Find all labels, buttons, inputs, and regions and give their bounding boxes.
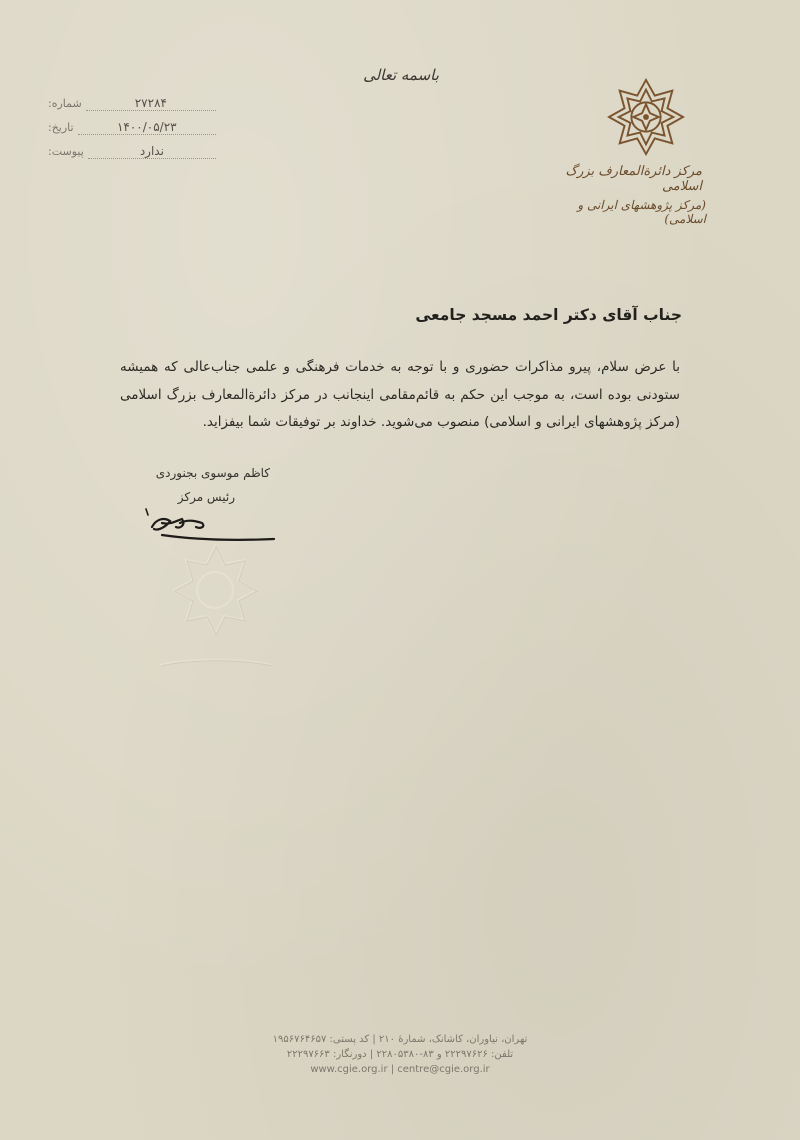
letter-footer <box>240 1032 560 1077</box>
meta-attachment-value: ندارد <box>88 144 216 159</box>
meta-number <box>48 96 218 120</box>
meta-number-value: ۲۷۲۸۴ <box>86 96 216 111</box>
meta-date <box>48 120 218 144</box>
meta-date-value: ۱۴۰۰/۰۵/۲۳ <box>78 120 216 135</box>
star-rosette-logo-icon <box>607 78 685 156</box>
footer-address: تهران، نیاوران، کاشانک، شمارهٔ ۲۱۰ | کد پستی: ۱۹۵۶۷۶۴۶۵۷ <box>272 1034 528 1045</box>
meta-attachment <box>48 144 218 168</box>
signatory-name: کاظم موسوی بجنوردی <box>155 466 270 480</box>
footer-phones: تلفن: ۲۲۲۹۷۶۲۶ و ۸۳-۲۲۸۰۵۳۸۰ | دورنگار: ۲۲۲۹۷۶۶۳ <box>286 1049 514 1060</box>
signatory-title: رئیس مرکز <box>177 490 235 504</box>
invocation: باسمه تعالی <box>363 66 439 84</box>
letter-meta <box>48 96 218 168</box>
meta-number-label: شماره: <box>48 97 82 110</box>
organization-name: مرکز دائرةالمعارف بزرگ اسلامی <box>565 164 702 194</box>
embossed-seal <box>150 540 280 680</box>
letter-body: با عرض سلام، پیرو مذاکرات حضوری و با توجه به خدمات فرهنگی و علمی جناب‌عالی که همیشه ستودنی بوده است، به موجب این حکم به قائم‌مقامی اینجانب در مرکز دائرةالمعارف بزرگ اسلامی (مرکز پژوهشهای ایرانی و اسلامی) منصوب می‌شوید. خداوند بر توفیقات شما بیفزاید. <box>120 359 680 430</box>
meta-attachment-label: پیوست: <box>48 145 84 158</box>
meta-date-label: تاریخ: <box>48 121 74 134</box>
handwritten-signature <box>140 505 280 545</box>
footer-web: www.cgie.org.ir | centre@cgie.org.ir <box>310 1064 490 1075</box>
organization-subtitle: (مرکز پژوهشهای ایرانی و اسلامی) <box>577 198 706 226</box>
recipient-line: جناب آقای دکتر احمد مسجد جامعی <box>415 306 682 324</box>
